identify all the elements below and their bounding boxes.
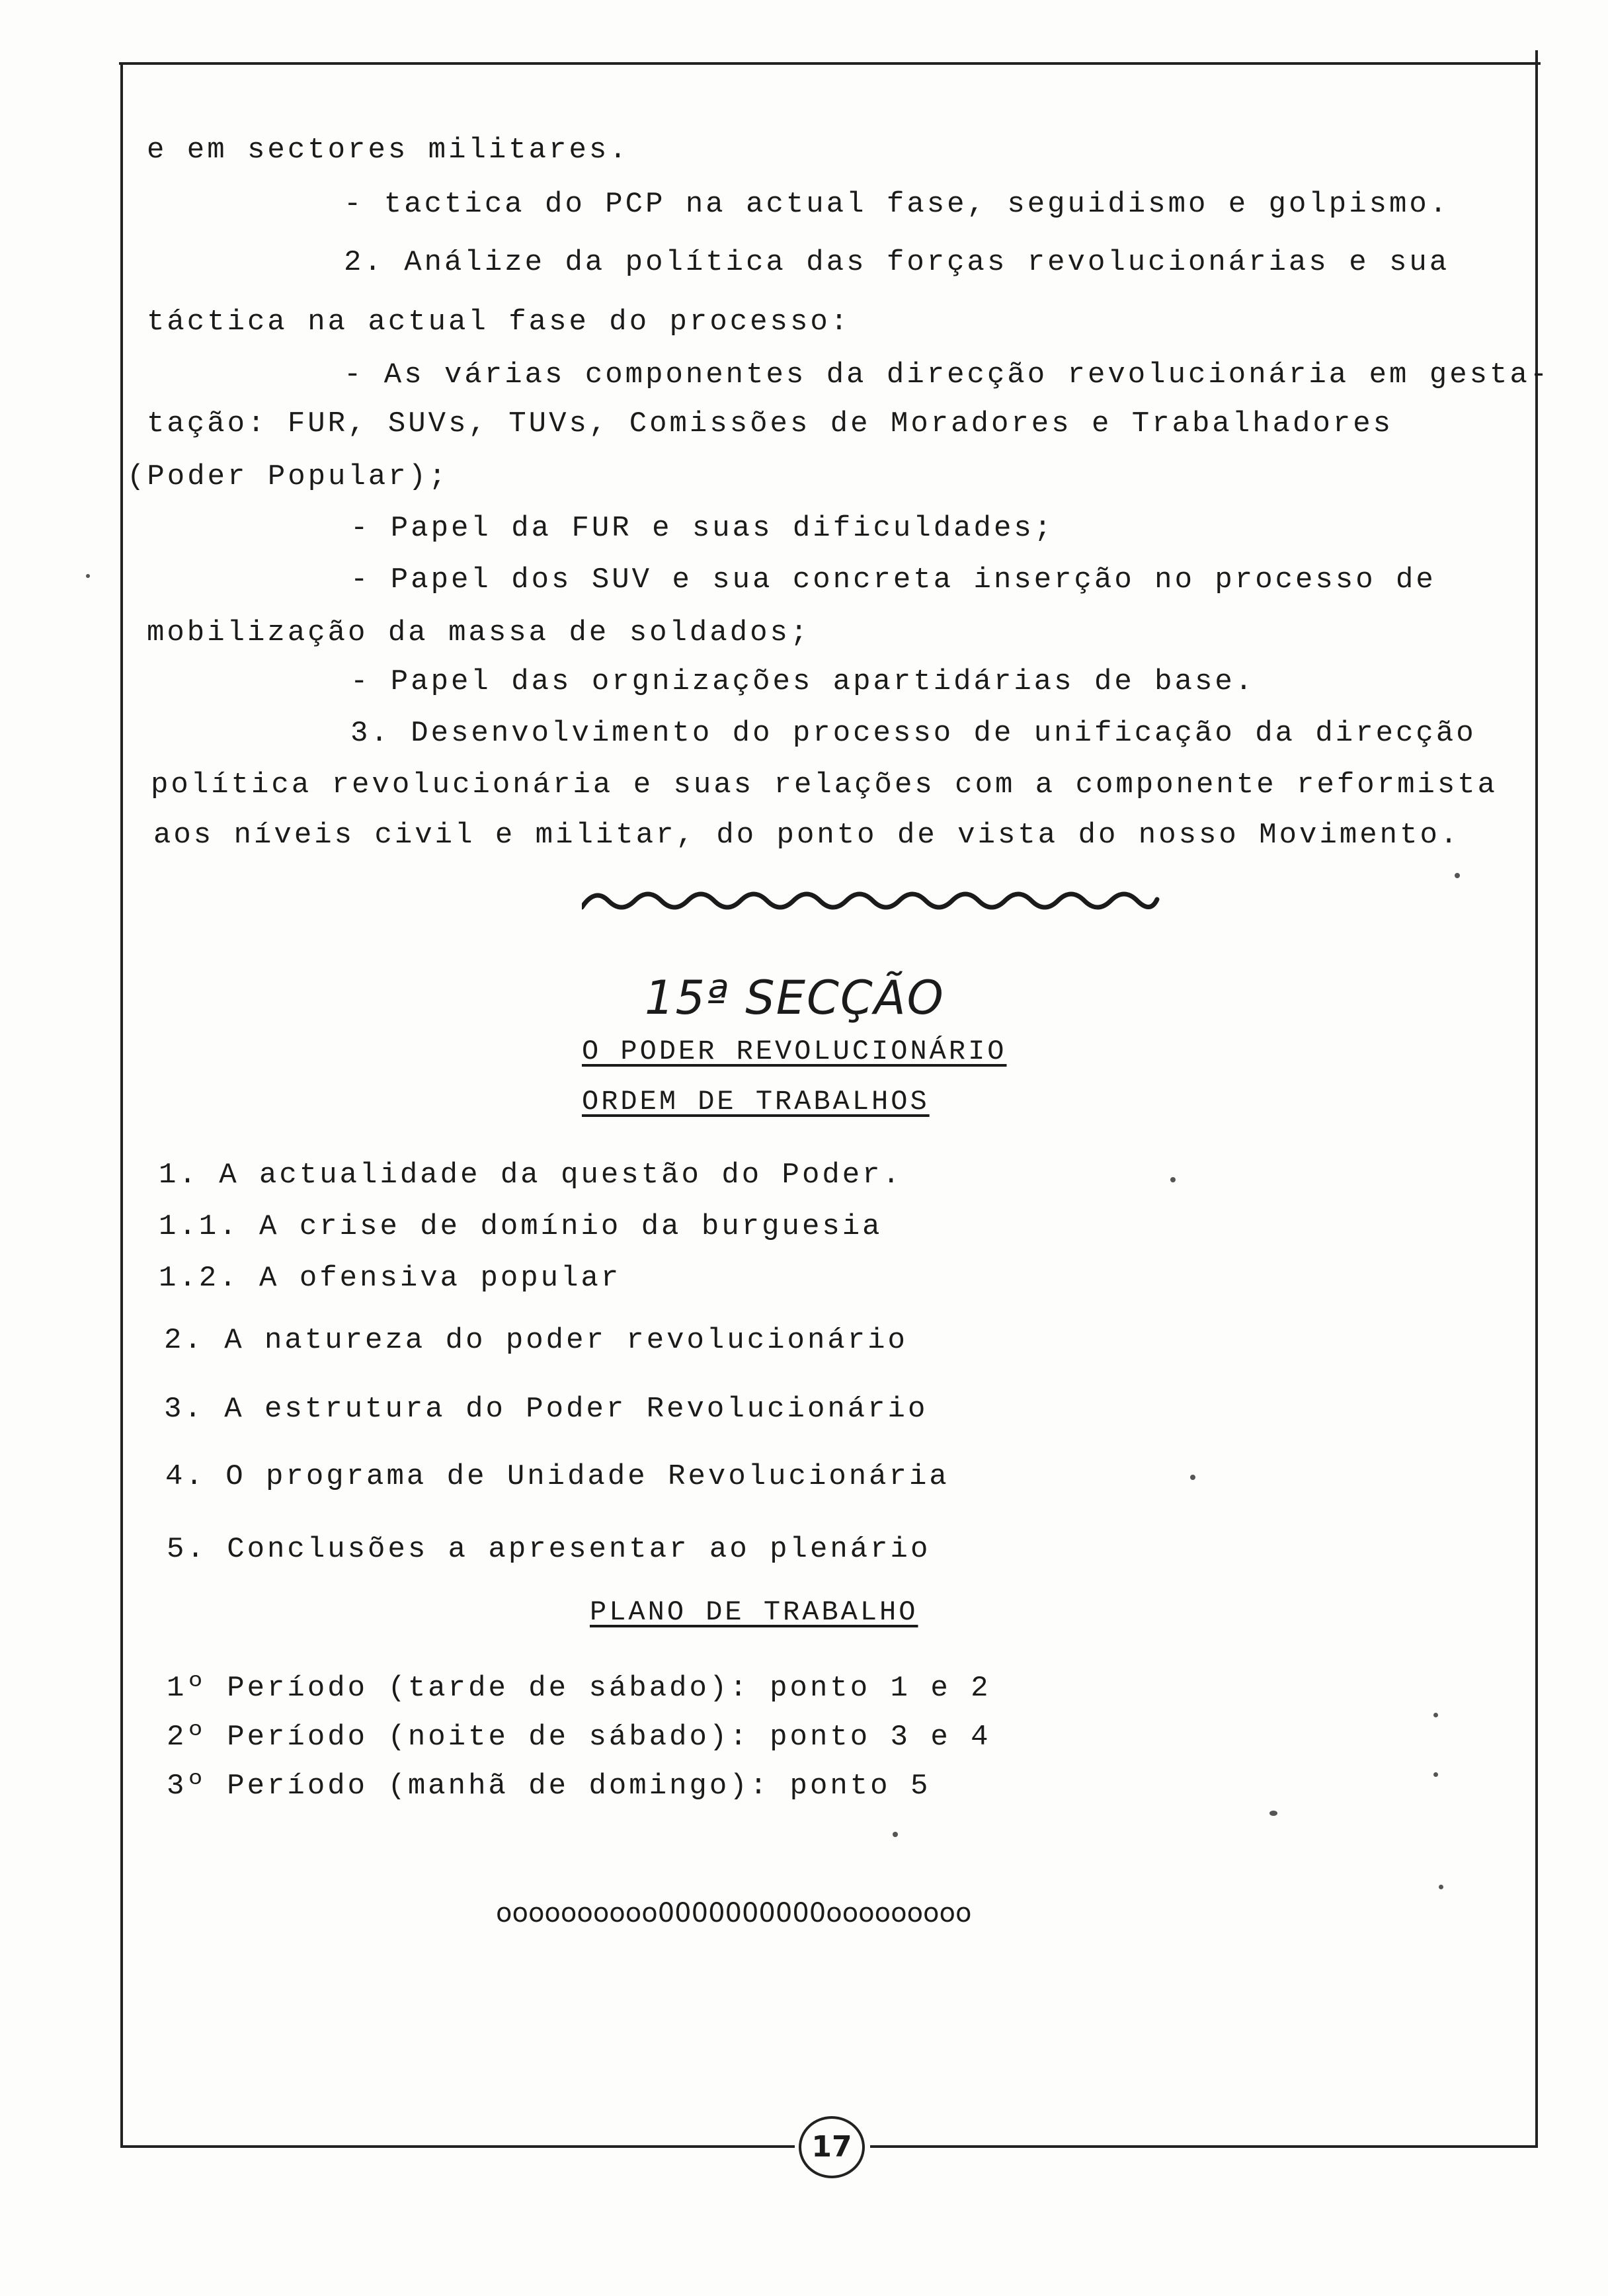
plan-item: 3º Período (manhã de domingo): ponto 5 <box>167 1770 931 1803</box>
scan-speck <box>1439 1885 1443 1889</box>
scan-speck <box>86 574 90 578</box>
text-line: táctica na actual fase do processo: <box>147 306 851 339</box>
wavy-divider <box>582 881 1164 921</box>
agenda-item: 1.2. A ofensiva popular <box>159 1262 622 1295</box>
text-line: tação: FUR, SUVs, TUVs, Comissões de Moradores e Trabalhadores <box>147 407 1394 440</box>
text-line: aos níveis civil e militar, do ponto de vista do nosso Movimento. <box>153 819 1461 852</box>
scan-speck <box>1455 873 1460 878</box>
scan-speck <box>1170 1177 1176 1182</box>
plan-item: 2º Período (noite de sábado): ponto 3 e 4 <box>167 1721 991 1754</box>
ornamental-separator: oooooooooo0000000000ooooooooo <box>496 1898 972 1928</box>
text-line: - As várias componentes da direcção revolucionária em gesta- <box>344 358 1550 391</box>
text-line: - tactica do PCP na actual fase, seguidismo e golpismo. <box>344 188 1450 221</box>
scan-speck <box>1269 1811 1277 1816</box>
agenda-item: 1. A actualidade da questão do Poder. <box>159 1159 903 1192</box>
agenda-item: 5. Conclusões a apresentar ao plenário <box>167 1533 931 1566</box>
text-line: 2. Análize da política das forças revolucionárias e sua <box>344 246 1450 279</box>
text-line: mobilização da massa de soldados; <box>147 616 811 649</box>
agenda-item: 1.1. A crise de domínio da burguesia <box>159 1210 883 1243</box>
agenda-item: 2. A natureza do poder revolucionário <box>164 1324 908 1357</box>
plan-title: PLANO DE TRABALHO <box>590 1596 918 1628</box>
text-line: e em sectores militares. <box>147 134 629 167</box>
page-number: 17 <box>799 2116 865 2178</box>
frame-top-border <box>119 62 1541 65</box>
scan-speck <box>1433 1713 1438 1717</box>
text-line: (Poder Popular); <box>127 460 449 493</box>
scan-speck <box>893 1832 898 1837</box>
agenda-item: 4. O programa de Unidade Revolucionária <box>165 1460 949 1493</box>
scan-speck <box>1190 1475 1195 1480</box>
text-line: 3. Desenvolvimento do processo de unificação da direcção <box>350 717 1476 750</box>
agenda-item: 3. A estrutura do Poder Revolucionário <box>164 1393 928 1426</box>
frame-bottom-border <box>870 2145 1538 2148</box>
text-line: - Papel das orgnizações apartidárias de base. <box>350 665 1256 698</box>
plan-item: 1º Período (tarde de sábado): ponto 1 e 2 <box>167 1672 991 1705</box>
text-line: política revolucionária e suas relações com a componente reformista <box>151 768 1498 801</box>
frame-bottom-border <box>120 2145 795 2148</box>
frame-left-border <box>120 63 123 2147</box>
section-subtitle: ORDEM DE TRABALHOS <box>582 1086 930 1118</box>
scan-speck <box>1433 1772 1438 1777</box>
text-line: - Papel da FUR e suas dificuldades; <box>350 512 1055 545</box>
text-line: - Papel dos SUV e sua concreta inserção no processo de <box>350 563 1436 596</box>
section-number-handwritten: 15ª SECÇÃO <box>645 971 945 1025</box>
section-title: O PODER REVOLUCIONÁRIO <box>582 1036 1007 1067</box>
